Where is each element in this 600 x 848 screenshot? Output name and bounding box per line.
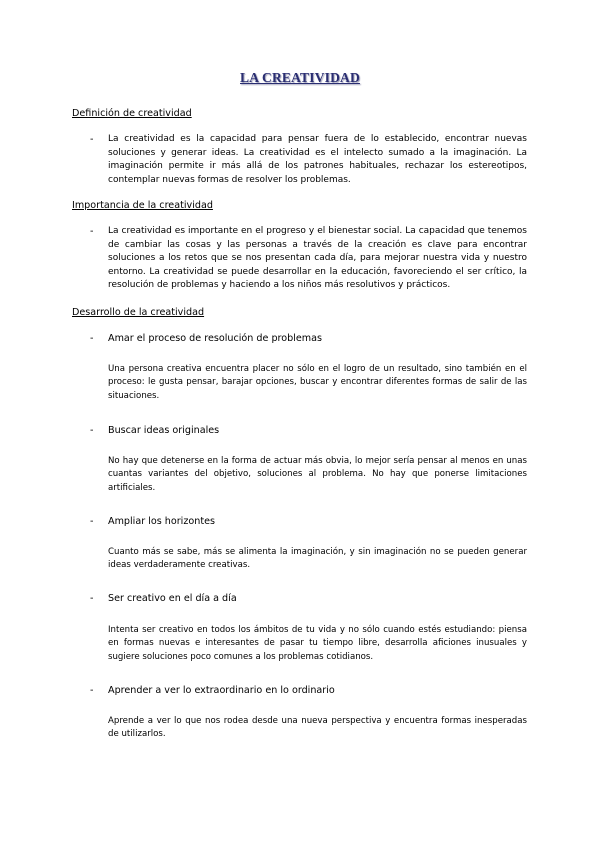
item-body: Intenta ser creativo en todos los ámbitos de tu vida y no sólo cuando estés estudiando: piensa en formas nuevas e interesantes de pasar tu tiempo libre, desarrolla aficiones inusuales y sugiere soluciones poco comunes a los problemas cotidianos. [108, 625, 527, 662]
item-body: Cuanto más se sabe, más se alimenta la imaginación, y sin imaginación no se pueden generar ideas verdaderamente creativas. [108, 547, 527, 571]
bullet-dash: - [90, 425, 94, 436]
list-item [90, 424, 527, 499]
document-title: LA CREATIVIDAD [240, 70, 360, 85]
bullet-dash: - [90, 134, 94, 145]
list-item [90, 332, 527, 407]
item-title: Ser creativo en el día a día [108, 593, 237, 604]
item-body: Aprende a ver lo que nos rodea desde una nueva perspectiva y encuentra formas inesperadas de utilizarlos. [108, 716, 527, 740]
bullet-dash: - [90, 333, 94, 344]
list-item [90, 684, 527, 746]
section-heading-importancia: Importancia de la creatividad [72, 200, 213, 211]
bullet-definicion [90, 133, 527, 189]
list-item [90, 515, 527, 577]
paragraph-definicion: La creatividad es la capacidad para pensar fuera de lo establecido, encontrar nuevas soluciones y generar ideas. La creatividad es el intelecto sumado a la imaginación. La imaginación permite ir más allá de los patrones habituales, rechazar los estereotipos, contemplar nuevas formas de resolver los problemas. [108, 134, 527, 185]
bullet-importancia [90, 225, 527, 295]
item-title: Buscar ideas originales [108, 425, 220, 436]
bullet-dash: - [90, 516, 94, 527]
item-body: No hay que detenerse en la forma de actuar más obvia, lo mejor sería pensar al menos en unas cuantas variantes del objetivo, soluciones al problema. No hay que ponerse limitaciones artificiales. [108, 456, 527, 493]
paragraph-importancia: La creatividad es importante en el progreso y el bienestar social. La capacidad que tenemos de cambiar las cosas y las personas a través de la creación es clave para encontrar soluciones a los retos que se nos presentan cada día, para mejorar nuestra vida y nuestro entorno. La creatividad se puede desarrollar en la educación, favoreciendo el ser crítico, la resolución de problemas y haciendo a los niños más resolutivos y prácticos. [108, 226, 527, 290]
item-title: Amar el proceso de resolución de problemas [108, 333, 323, 344]
section-heading-definicion: Definición de creatividad [72, 108, 192, 119]
bullet-dash: - [90, 685, 94, 696]
list-item [90, 592, 527, 667]
bullet-dash: - [90, 226, 94, 237]
section-heading-desarrollo: Desarrollo de la creatividad [72, 307, 205, 318]
item-title: Ampliar los horizontes [108, 516, 215, 527]
item-body: Una persona creativa encuentra placer no sólo en el logro de un resultado, sino también en el proceso: le gusta pensar, barajar opciones, buscar y encontrar diferentes formas de salir de las situaciones. [108, 364, 527, 401]
bullet-dash: - [90, 593, 94, 604]
item-title: Aprender a ver lo extraordinario en lo ordinario [108, 685, 335, 696]
